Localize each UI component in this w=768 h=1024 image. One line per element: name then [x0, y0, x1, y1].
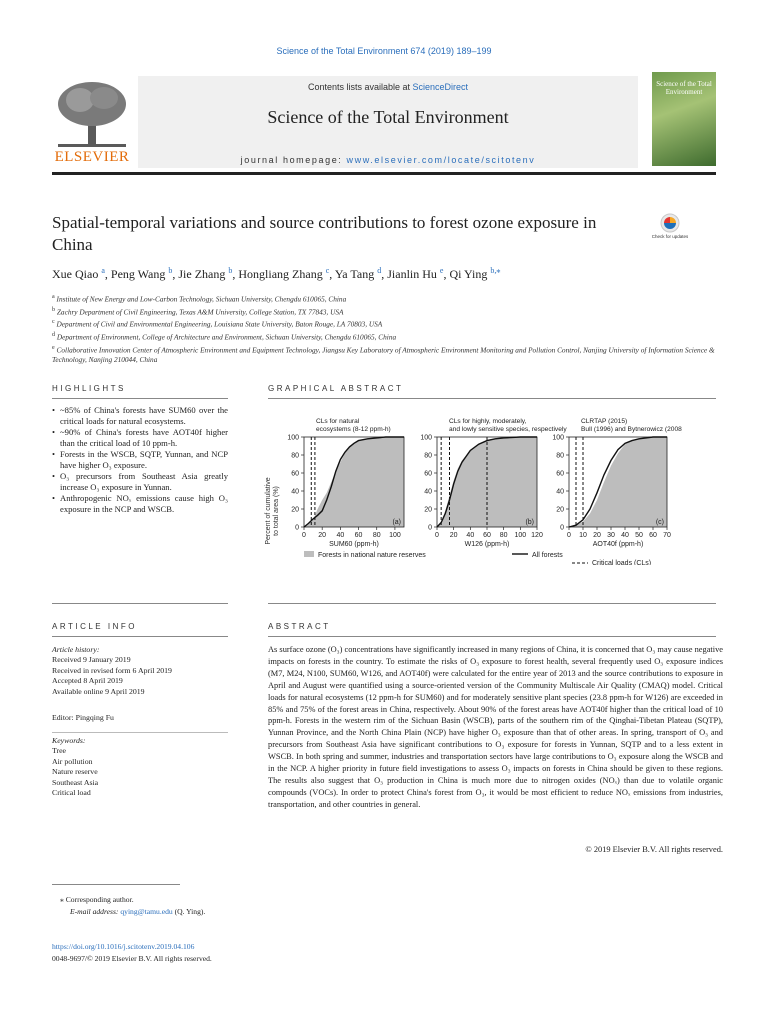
- email-suffix: (Q. Ying).: [172, 907, 206, 916]
- x-tick-label: 20: [449, 532, 458, 539]
- y-tick-label: 0: [295, 524, 299, 532]
- graphical-abstract-figure: [262, 405, 682, 565]
- author[interactable]: Peng Wang $^b$: [110, 266, 173, 281]
- y-tick-label: 40: [424, 488, 432, 496]
- x-tick-label: 50: [635, 532, 643, 539]
- history-item: Accepted 8 April 2019: [52, 676, 123, 686]
- check-updates-icon: [652, 210, 688, 246]
- author[interactable]: Hongliang Zhang $^c$: [238, 266, 330, 281]
- highlight-item: • ~90% of China's forests have AOT40f higher than the critical load of 10 ppm-h.: [52, 427, 228, 449]
- article-info-rule: [52, 636, 228, 637]
- y-tick-label: 20: [556, 506, 564, 514]
- keyword: Tree: [52, 746, 67, 756]
- check-for-updates-badge[interactable]: [652, 210, 688, 246]
- article-history: [52, 645, 228, 697]
- x-tick-label: 100: [514, 532, 527, 539]
- legend-label-all: All forests: [532, 552, 563, 559]
- x-tick-label: 60: [483, 532, 491, 539]
- y-tick-label: 60: [556, 470, 564, 478]
- contents-line: [138, 82, 638, 92]
- abstract-heading: ABSTRACT: [268, 622, 331, 631]
- affiliation: $^e$ Collaborative Innovation Center of Atmospheric Environment and Equipment Technology, Jiangsu Key Laboratory of Atmospheric Environment Monitoring and Pollution Control, Nanjing University of Information Science & Technology, Nanjing 210044, China: [52, 344, 715, 365]
- journal-homepage: [138, 155, 638, 165]
- x-tick-label: 100: [389, 532, 401, 539]
- section-separator: [268, 603, 716, 604]
- graphical-abstract-rule: [268, 398, 716, 399]
- header-rule: [52, 172, 716, 175]
- y-tick-label: 40: [291, 488, 299, 496]
- journal-reference-link[interactable]: Science of the Total Environment 674 (2019) 189–199: [276, 46, 492, 56]
- publisher-name: ELSEVIER: [54, 149, 130, 165]
- journal-cover-image: [652, 72, 716, 166]
- journal-title: Science of the Total Environment: [267, 107, 509, 127]
- author[interactable]: Jianlin Hu $^e$: [387, 266, 444, 281]
- panel-label: (b): [525, 519, 534, 526]
- y-tick-label: 0: [560, 524, 564, 532]
- x-tick-label: 80: [372, 532, 381, 539]
- legend-label-cl: Critical loads (CLs): [592, 560, 652, 565]
- keywords: [52, 736, 228, 798]
- highlight-item: • Forests in the WSCB, SQTP, Yunnan, and NCP have higher O₃ exposure.: [52, 449, 228, 471]
- editor-line: Editor: Pingqing Fu: [52, 713, 114, 722]
- y-tick-label: 80: [424, 452, 432, 460]
- panel-annotation: CLs for highly, moderately,: [449, 418, 527, 425]
- issn-line: 0048-9697/© 2019 Elsevier B.V. All rights reserved.: [52, 954, 212, 963]
- homepage-link[interactable]: www.elsevier.com/locate/scitotenv: [346, 155, 536, 165]
- graphical-abstract-heading: GRAPHICAL ABSTRACT: [268, 384, 404, 393]
- abstract-text: As surface ozone (O₃) concentrations have significantly increased in many regions of China, it is concerned that O₃ may cause negative impacts on forests in the country. To estimate the risks of O₃ exposure to forest health, several frequently used O₃ exposure indices (M7, M24, N100, SUM60, W126, and AOT40f) were calculated for the entire year of 2013 and the source contributions to exposure in April and August were quantified using a source-oriented version of the Community Multiscale Air Quality (CMAQ) model. Critical loads for natural ecosystems (12 ppm-h for SUM60) and for moderately sensitive plant species (23.8 ppm-h for W126) are exceeded in 85% and 75% of the forest areas in China, respectively. About 90% of the forest areas have AOT40f higher than the critical load of 10 ppm-h. Forests in the western rim of the Sichuan Basin (WSCB), parts of the southern rim of the Qinghai-Tibetan Plateau (SQTP), Yunnan Province, and the North China Plain (NCP) have higher O₃ exposure than that of other areas. In spring, transport of O₃ and precursors from Southeast Asia have significant contributions to O₃ exposure for forests in Yunnan, SQTP and to a less extent in WSCB. In both spring and summer, industries and transportation sectors have large contributions to O₃ exposure along the WSCB and in the NCP. A higher priority in future field investigations to assess O₃ impacts on forests in China should be given to these regions. The results also suggest that O₃ production in China is much more due to nitrogen oxides (NOₓ) than due to volatile organic compounds (VOCs). In order to protect China's forest from O₃, it would be most efficient to reduce NOₓ emissions from industries, transportation, and other countries in general.: [268, 645, 723, 809]
- y-tick-label: 0: [428, 524, 432, 532]
- email-note: [70, 907, 205, 916]
- x-tick-label: 0: [302, 532, 306, 539]
- footnote-rule: [52, 884, 180, 885]
- elsevier-tree-icon: [52, 80, 132, 150]
- author[interactable]: Xue Qiao $^a$: [52, 266, 105, 281]
- x-tick-label: 20: [318, 532, 327, 539]
- highlight-item: • O₃ precursors from Southeast Asia greatly increase O₃ exposure in Yunnan.: [52, 471, 228, 493]
- affiliation: $^a$ Institute of New Energy and Low-Carbon Technology, Sichuan University, Chengdu 610065, China: [52, 294, 347, 304]
- author[interactable]: Qi Ying $^{b,⁎}$: [449, 266, 501, 281]
- x-tick-label: 60: [649, 532, 657, 539]
- y-tick-label: 100: [420, 434, 432, 442]
- history-item: Available online 9 April 2019: [52, 686, 145, 696]
- cover-title: Science of the Total Environment: [656, 80, 712, 96]
- x-tick-label: 60: [354, 532, 363, 539]
- x-tick-label: 0: [567, 532, 571, 539]
- doi-link[interactable]: https://doi.org/10.1016/j.scitotenv.2019.04.106: [52, 942, 195, 951]
- panel-label: (c): [655, 519, 664, 526]
- x-tick-label: 40: [621, 532, 629, 539]
- elsevier-logo: [52, 80, 132, 166]
- legend-swatch-reserves: [304, 551, 314, 557]
- x-tick-label: 10: [579, 532, 587, 539]
- contents-prefix: Contents lists available at: [307, 82, 413, 92]
- y-tick-label: 40: [556, 488, 564, 496]
- highlights-heading: HIGHLIGHTS: [52, 384, 126, 393]
- keyword: Nature reserve: [52, 767, 98, 777]
- highlight-item: • ~85% of China's forests have SUM60 over the critical loads for natural ecosystems.: [52, 405, 228, 427]
- y-axis-label: to total area (%): [273, 486, 280, 536]
- history-item: Received 9 January 2019: [52, 655, 131, 665]
- abstract-copyright: © 2019 Elsevier B.V. All rights reserved.: [585, 845, 723, 854]
- panel-annotation: and lowly sensitive species, respectively: [449, 426, 567, 433]
- keyword: Critical load: [52, 788, 91, 798]
- y-tick-label: 100: [287, 434, 299, 442]
- keywords-label: Keywords:: [52, 736, 86, 745]
- history-label: Article history:: [52, 645, 100, 654]
- author[interactable]: Ya Tang $^d$: [334, 266, 382, 281]
- email-link[interactable]: qying@tamu.edu: [120, 907, 173, 916]
- check-updates-label: Check for updates: [652, 234, 688, 239]
- homepage-prefix: journal homepage:: [240, 155, 347, 165]
- panel-annotation: Bull (1996) and Bytnerowicz (2008): [581, 426, 682, 433]
- affiliations: [52, 292, 716, 365]
- y-tick-label: 60: [424, 470, 432, 478]
- x-tick-label: 80: [499, 532, 508, 539]
- history-item: Received in revised form 6 April 2019: [52, 665, 172, 675]
- x-tick-label: 30: [607, 532, 615, 539]
- keyword: Southeast Asia: [52, 777, 99, 787]
- panel-annotation: CLs for natural: [316, 418, 360, 425]
- x-tick-label: 40: [336, 532, 345, 539]
- affiliation: $^d$ Department of Environment, College of Architecture and Environment, Sichuan University, Chengdu 610065, China: [52, 331, 397, 342]
- y-tick-label: 20: [291, 506, 299, 514]
- x-tick-label: 70: [663, 532, 671, 539]
- affiliation: $^c$ Department of Civil and Environmental Engineering, Louisiana State University, Baton Rouge, LA 70803, USA: [52, 319, 383, 329]
- y-tick-label: 60: [291, 470, 299, 478]
- email-label: E-mail address:: [70, 907, 121, 916]
- x-tick-label: 120: [531, 532, 543, 539]
- affiliation: $^b$ Zachry Department of Civil Engineering, Texas A&M University, College Station, TX 77843, USA: [52, 306, 344, 317]
- y-tick-label: 80: [291, 452, 299, 460]
- panel-label: (a): [392, 519, 401, 526]
- highlights-rule: [52, 398, 228, 399]
- keyword: Air pollution: [52, 756, 93, 766]
- x-axis-label: SUM60 (ppm-h): [329, 541, 379, 548]
- panel-annotation: CLRTAP (2015): [581, 418, 628, 425]
- x-tick-label: 0: [435, 532, 439, 539]
- section-separator: [52, 603, 228, 604]
- sciencedirect-link[interactable]: ScienceDirect: [412, 82, 469, 92]
- y-tick-label: 100: [552, 434, 564, 442]
- paper-title: Spatial-temporal variations and source contributions to forest ozone exposure in China: [52, 213, 597, 254]
- abstract-rule: [268, 636, 716, 637]
- x-tick-label: 20: [593, 532, 601, 539]
- panel-annotation: ecosystems (8-12 ppm-h): [316, 426, 391, 433]
- legend-label-reserves: Forests in national nature reserves: [318, 552, 426, 559]
- x-axis-label: W126 (ppm-h): [464, 541, 510, 548]
- article-info-rule: [52, 732, 228, 733]
- highlights-list: [52, 405, 228, 515]
- x-tick-label: 40: [466, 532, 475, 539]
- author-list: Xue Qiao $^a$, Peng Wang $^b$, Jie Zhang $^b$, Hongliang Zhang $^c$, Ya Tang $^d$, Jianlin Hu $^e$, Qi Ying $^{b,⁎}$: [52, 266, 501, 281]
- y-tick-label: 20: [424, 506, 432, 514]
- corresponding-author-note: ⁎ Corresponding author.: [60, 895, 134, 904]
- article-info-heading: ARTICLE INFO: [52, 622, 137, 631]
- author[interactable]: Jie Zhang $^b$: [178, 266, 233, 281]
- graphical-abstract-chart: [262, 405, 682, 565]
- y-axis-label: Percent of cumulative: [265, 477, 272, 545]
- highlight-item: • Anthropogenic NOₓ emissions cause high O₃ exposure in the NCP and WSCB.: [52, 493, 228, 515]
- y-tick-label: 80: [556, 452, 564, 460]
- x-axis-label: AOT40f (ppm-h): [592, 541, 644, 548]
